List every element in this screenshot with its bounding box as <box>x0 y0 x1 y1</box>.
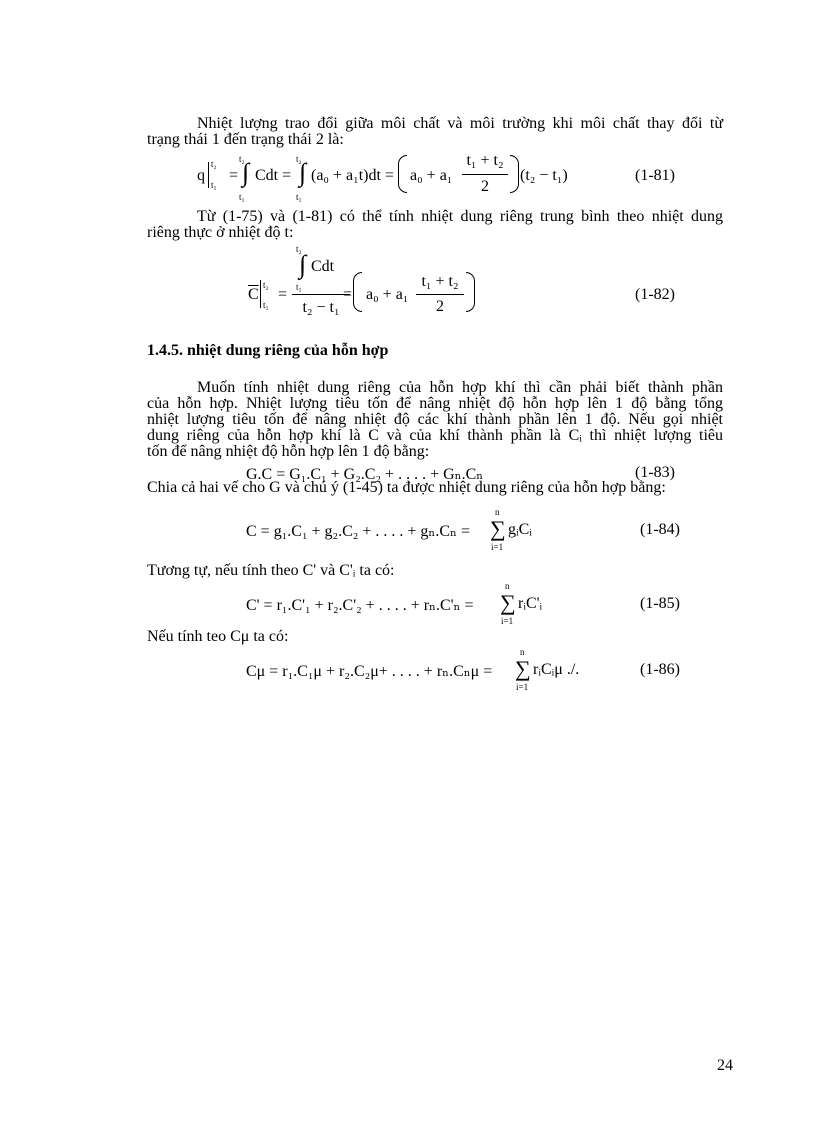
equals: = <box>278 286 288 303</box>
equation-number: (1-84) <box>640 521 680 538</box>
paragraph-mixture <box>147 380 723 460</box>
left-paren <box>353 272 362 312</box>
integral-sign: ∫ <box>299 250 307 279</box>
text-line: Nếu tính teo Cμ ta có: <box>147 628 289 645</box>
denominator: t₂ − t₁ <box>302 299 340 316</box>
integral-lower: t₁ <box>296 192 302 202</box>
text-line: Muốn tính nhiệt dung riêng của hỗn hợp khí thì cần phải biết thành phần <box>197 379 723 396</box>
evaluation-bar <box>208 162 209 188</box>
page-number: 24 <box>717 1057 733 1074</box>
sum-term: gᵢCᵢ <box>508 521 532 538</box>
integrand: (a₀ + a₁t)dt = <box>311 167 394 184</box>
sum-upper: n <box>505 581 510 591</box>
text-line: Tương tự, nếu tính theo C' và C'ᵢ ta có: <box>147 562 395 579</box>
sum-lower: i=1 <box>491 542 504 552</box>
sum-sign: ∑ <box>500 590 516 615</box>
integral-upper: t₂ <box>239 154 245 164</box>
fraction-bar <box>416 294 464 295</box>
term: a₀ + a₁ <box>410 167 453 184</box>
right-paren <box>510 155 519 193</box>
fraction-numerator: t₁ + t₂ <box>421 273 459 290</box>
sum-term: rᵢC'ᵢ <box>518 595 543 612</box>
text-line: nhiệt lượng tiêu tốn để nâng nhiệt độ các khí thành phần lên 1 độ. Nếu gọi nhiệt <box>147 411 723 428</box>
text-line: Chia cả hai vế cho G và chú ý (1-45) ta được nhiệt dung riêng của hỗn hợp bằng: <box>147 479 666 496</box>
text-line: Từ (1-75) và (1-81) có thể tính nhiệt dung riêng trung bình theo nhiệt dung <box>197 208 723 225</box>
section-heading: 1.4.5. nhiệt dung riêng của hỗn hợp <box>147 342 389 359</box>
fraction-bar <box>462 174 508 175</box>
integral-upper: t₂ <box>296 154 302 164</box>
integral-sign: ∫ <box>242 158 250 187</box>
equals: = <box>343 286 353 303</box>
paragraph-mean-heat-capacity <box>147 209 723 241</box>
upper-limit: t₂ <box>263 280 269 290</box>
right-paren <box>466 272 475 312</box>
term: (t₂ − t₁) <box>520 167 568 184</box>
integrand: Cdt = <box>255 167 292 184</box>
upper-limit: t₂ <box>211 159 217 169</box>
text-line: dung riêng của hỗn hợp khí là C và của khí thành phần là Cᵢ thì nhiệt lượng tiêu <box>147 427 723 444</box>
integral-lower: t₁ <box>296 282 302 292</box>
integral-upper: t₂ <box>296 244 302 254</box>
equation-1-83: G.C = G₁.C₁ + G₂.C₂ + . . . . + Gₙ.Cₙ <box>246 466 484 483</box>
sum-lower: i=1 <box>516 682 529 692</box>
eq-text: C' = r₁.C'₁ + r₂.C'₂ + . . . . + rₙ.C'ₙ = <box>246 597 474 614</box>
eq-text: Cμ = r₁.C₁μ + r₂.C₂μ+ . . . . + rₙ.Cₙμ = <box>246 663 493 680</box>
text-line: của hỗn hợp. Nhiệt lượng tiêu tốn để nâng nhiệt độ hỗn hợp lên 1 độ bằng tổng <box>147 395 723 412</box>
left-paren <box>398 155 407 193</box>
text-line: Nhiệt lượng trao đổi giữa môi chất và môi trường khi môi chất thay đổi từ <box>197 115 723 132</box>
integral-lower: t₁ <box>239 192 245 202</box>
sum-term: rᵢCᵢμ ./. <box>533 661 580 678</box>
eq-lhs: $\overline{C}$ <box>248 286 259 303</box>
equation-number: (1-82) <box>635 286 675 303</box>
fraction-bar <box>292 294 350 295</box>
equals: = <box>229 167 239 184</box>
fraction-numerator: t₁ + t₂ <box>466 152 504 169</box>
sum-lower: i=1 <box>501 616 514 626</box>
integral-sign: ∫ <box>299 158 307 187</box>
equation-number: (1-81) <box>635 167 675 184</box>
sum-sign: ∑ <box>490 516 506 541</box>
equation-number: (1-86) <box>640 661 680 678</box>
text-line: tốn để nâng nhiệt độ hỗn hợp lên 1 độ bằng: <box>147 443 430 460</box>
fraction-denominator: 2 <box>436 298 444 315</box>
equation-number: (1-85) <box>640 595 680 612</box>
sum-sign: ∑ <box>515 656 531 681</box>
equation-number: (1-83) <box>635 464 675 481</box>
lower-limit: t₁ <box>211 180 217 190</box>
eq-text: C = g₁.C₁ + g₂.C₂ + . . . . + gₙ.Cₙ = <box>246 523 470 540</box>
fraction-denominator: 2 <box>481 178 489 195</box>
paragraph-heat-exchange <box>147 116 723 148</box>
term: a₀ + a₁ <box>366 286 409 303</box>
text-line: riêng thực ở nhiệt độ t: <box>147 224 294 241</box>
lower-limit: t₁ <box>263 300 269 310</box>
eq-lhs: q <box>197 167 205 184</box>
sum-upper: n <box>495 507 500 517</box>
text-line: trạng thái 1 đến trạng thái 2 là: <box>147 131 344 148</box>
sum-upper: n <box>520 647 525 657</box>
numerator: Cdt <box>311 258 335 275</box>
evaluation-bar <box>260 280 261 308</box>
